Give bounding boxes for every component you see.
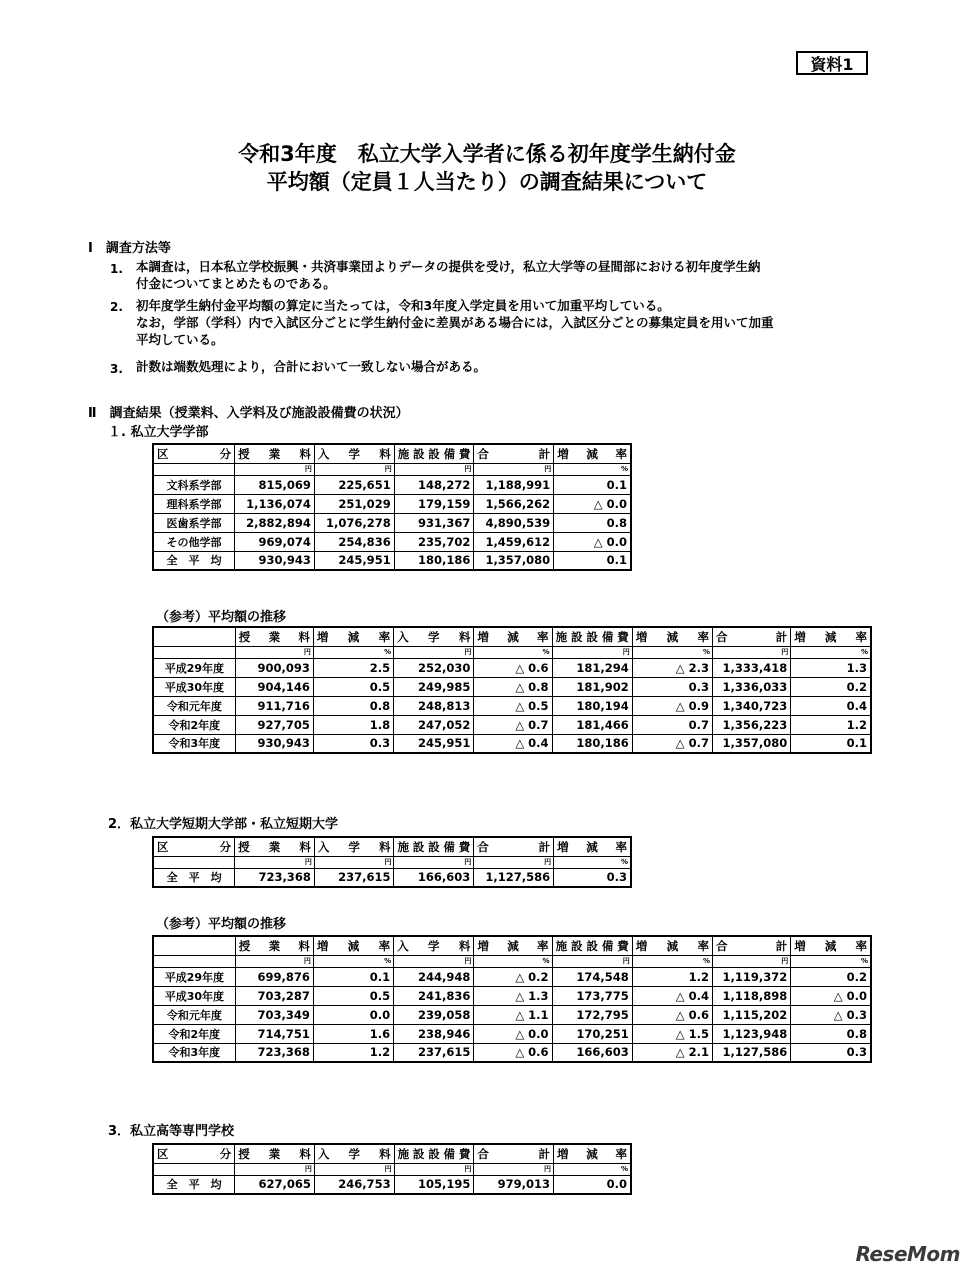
unit-pct: % xyxy=(791,955,871,967)
table-cell: 239,058 xyxy=(394,1005,474,1024)
table-cell: △ 0.2 xyxy=(474,967,552,986)
table-cell: 0.3 xyxy=(632,677,712,696)
table-cell: △ 2.1 xyxy=(632,1043,712,1062)
table-cell: △ 0.0 xyxy=(791,986,871,1005)
col-gokei: 合計 xyxy=(474,444,554,463)
table-cell: 180,186 xyxy=(552,734,632,753)
table-cell: △ 0.4 xyxy=(632,986,712,1005)
table-cell: 0.8 xyxy=(791,1024,871,1043)
table-row xyxy=(153,967,871,986)
table-cell: 180,186 xyxy=(394,551,474,570)
col-nyugaku: 入学料 xyxy=(314,444,394,463)
table-cell: △ 1.5 xyxy=(632,1024,712,1043)
table-cell: 179,159 xyxy=(394,494,474,513)
col-gokei: 合計 xyxy=(713,936,791,955)
table-cell: 723,368 xyxy=(235,1043,313,1062)
table-cell: △ 0.6 xyxy=(632,1005,712,1024)
table-cell: 0.1 xyxy=(554,475,631,494)
document-badge: 資料1 xyxy=(796,51,868,75)
table-cell: 1.6 xyxy=(313,1024,393,1043)
table-cell: 0.5 xyxy=(313,986,393,1005)
col-zogen: 増減率 xyxy=(791,627,871,646)
table-cell: 235,702 xyxy=(394,532,474,551)
table-cell: 0.3 xyxy=(313,734,393,753)
row-label: 全 平 均 xyxy=(153,868,235,887)
table-cell: 105,195 xyxy=(394,1175,474,1194)
table-cell: 0.4 xyxy=(791,696,871,715)
table-cell: 1,340,723 xyxy=(713,696,791,715)
table-cell: 244,948 xyxy=(394,967,474,986)
table-cell: 174,548 xyxy=(552,967,632,986)
item2-line1: 初年度学生納付金平均額の算定に当たっては，令和3年度入学定員を用いて加重平均している。 xyxy=(136,298,670,313)
table-cell: △ 0.8 xyxy=(474,677,552,696)
table-row xyxy=(153,475,631,494)
ref2-heading: （参考）平均額の推移 xyxy=(156,917,287,932)
unit-yen: 円 xyxy=(394,955,474,967)
unit-pct: % xyxy=(554,856,631,868)
table-row xyxy=(153,494,631,513)
item3-line1: 計数は端数処理により，合計において一致しない場合がある。 xyxy=(136,359,487,374)
table-cell: 248,813 xyxy=(394,696,474,715)
col-jugyo: 授業料 xyxy=(235,444,315,463)
unit-yen: 円 xyxy=(394,463,474,475)
table-university-trend xyxy=(152,626,872,754)
table-cell: 1,115,202 xyxy=(713,1005,791,1024)
table-cell: 245,951 xyxy=(314,551,394,570)
row-label: 令和元年度 xyxy=(153,1005,235,1024)
section2-heading: Ⅱ 調査結果（授業料、入学料及び施設設備費の状況） xyxy=(88,406,409,421)
table-row xyxy=(153,658,871,677)
col-shisetsu: 施設設備費 xyxy=(394,1144,474,1163)
table-row xyxy=(153,715,871,734)
table-cell: 181,466 xyxy=(552,715,632,734)
unit-pct: % xyxy=(313,646,393,658)
table-cell: 900,093 xyxy=(235,658,313,677)
col-nyugaku: 入学料 xyxy=(314,837,394,856)
table-cell: 173,775 xyxy=(552,986,632,1005)
table-cell: △ 0.0 xyxy=(554,494,631,513)
col-zogen: 増減率 xyxy=(632,936,712,955)
table-cell: 1,459,612 xyxy=(474,532,554,551)
table-cell: 245,951 xyxy=(394,734,474,753)
item1-text xyxy=(136,258,761,292)
row-label: 平成30年度 xyxy=(153,986,235,1005)
table-university xyxy=(152,443,632,571)
row-label: 令和2年度 xyxy=(153,1024,235,1043)
row-label: 平成29年度 xyxy=(153,658,235,677)
unit-yen: 円 xyxy=(474,463,554,475)
unit-pct: % xyxy=(632,955,712,967)
table-cell: 0.1 xyxy=(554,551,631,570)
unit-pct: % xyxy=(474,646,552,658)
item3-text xyxy=(136,358,486,375)
table-cell: 0.8 xyxy=(313,696,393,715)
table-cell: 969,074 xyxy=(235,532,315,551)
table-junior-college-trend xyxy=(152,935,872,1063)
unit-pct: % xyxy=(554,1163,631,1175)
col-zogen: 増減率 xyxy=(632,627,712,646)
col-zogen: 増減率 xyxy=(313,936,393,955)
row-label: 令和3年度 xyxy=(153,1043,235,1062)
table-junior-college xyxy=(152,836,632,888)
col-kubun: 区 分 xyxy=(153,1144,235,1163)
unit-yen: 円 xyxy=(235,856,315,868)
unit-pct: % xyxy=(632,646,712,658)
table-cell: 723,368 xyxy=(235,868,315,887)
col-shisetsu: 施設設備費 xyxy=(552,627,632,646)
table-cell: 1.2 xyxy=(632,967,712,986)
unit-pct: % xyxy=(791,646,871,658)
col-shisetsu: 施設設備費 xyxy=(394,444,474,463)
table-cell: 251,029 xyxy=(314,494,394,513)
unit-yen: 円 xyxy=(394,646,474,658)
table-cell: △ 0.7 xyxy=(474,715,552,734)
item2-number: 2. xyxy=(110,300,123,314)
unit-yen: 円 xyxy=(474,1163,554,1175)
col-jugyo: 授業料 xyxy=(235,1144,315,1163)
col-nyugaku: 入学料 xyxy=(394,627,474,646)
table-cell: 166,603 xyxy=(552,1043,632,1062)
table-row xyxy=(153,986,871,1005)
table-cell: 2,882,894 xyxy=(235,513,315,532)
sub3-heading: 3．私立高等専門学校 xyxy=(108,1124,235,1139)
unit-yen: 円 xyxy=(713,646,791,658)
table-cell: 2.5 xyxy=(313,658,393,677)
table-cell: 1,357,080 xyxy=(713,734,791,753)
row-label: 文科系学部 xyxy=(153,475,235,494)
table-cell: △ 0.6 xyxy=(474,658,552,677)
row-label: 令和3年度 xyxy=(153,734,235,753)
sub1-heading: １. 私立大学学部 xyxy=(108,425,209,440)
table-cell: 0.0 xyxy=(313,1005,393,1024)
table-row xyxy=(153,551,631,570)
table-cell: 1,333,418 xyxy=(713,658,791,677)
table-cell: △ 0.6 xyxy=(474,1043,552,1062)
item2-text xyxy=(136,297,774,348)
table-cell: 0.3 xyxy=(554,868,631,887)
table-cell: 246,753 xyxy=(314,1175,394,1194)
table-cell: 1,356,223 xyxy=(713,715,791,734)
unit-yen: 円 xyxy=(552,955,632,967)
table-row xyxy=(153,868,631,887)
col-shisetsu: 施設設備費 xyxy=(394,837,474,856)
item1-line2: 付金についてまとめたものである。 xyxy=(136,276,336,291)
col-jugyo: 授業料 xyxy=(235,627,313,646)
unit-yen: 円 xyxy=(235,646,313,658)
table-row xyxy=(153,513,631,532)
table-cell: 703,349 xyxy=(235,1005,313,1024)
row-label: 理科系学部 xyxy=(153,494,235,513)
unit-yen: 円 xyxy=(314,856,394,868)
row-label: 全 平 均 xyxy=(153,551,235,570)
table-cell: 0.0 xyxy=(554,1175,631,1194)
row-label: 全 平 均 xyxy=(153,1175,235,1194)
table-cell: 172,795 xyxy=(552,1005,632,1024)
row-label: 平成29年度 xyxy=(153,967,235,986)
table-cell: 0.1 xyxy=(791,734,871,753)
table-cell: 1,566,262 xyxy=(474,494,554,513)
col-zogen: 増減率 xyxy=(791,936,871,955)
item1-number: 1. xyxy=(110,262,123,276)
table-cell: 0.8 xyxy=(554,513,631,532)
unit-yen: 円 xyxy=(235,1163,315,1175)
table-cell: 1.2 xyxy=(313,1043,393,1062)
col-jugyo: 授業料 xyxy=(235,837,315,856)
table-row xyxy=(153,532,631,551)
table-cell: 180,194 xyxy=(552,696,632,715)
col-zogen: 増減率 xyxy=(554,1144,631,1163)
table-cell: △ 1.3 xyxy=(474,986,552,1005)
table-cell: 904,146 xyxy=(235,677,313,696)
table-cell: 1,123,948 xyxy=(713,1024,791,1043)
table-cell: △ 0.5 xyxy=(474,696,552,715)
table-cell: △ 0.4 xyxy=(474,734,552,753)
table-cell: 0.2 xyxy=(791,967,871,986)
table-cell: 181,294 xyxy=(552,658,632,677)
table-cell: 815,069 xyxy=(235,475,315,494)
table-cell: △ 0.0 xyxy=(554,532,631,551)
table-cell: 166,603 xyxy=(394,868,474,887)
col-nyugaku: 入学料 xyxy=(314,1144,394,1163)
table-cell: 1.2 xyxy=(791,715,871,734)
table-cell: 930,943 xyxy=(235,551,315,570)
col-zogen: 増減率 xyxy=(554,444,631,463)
table-cell: 247,052 xyxy=(394,715,474,734)
table-cell: 699,876 xyxy=(235,967,313,986)
sub2-heading: 2．私立大学短期大学部・私立短期大学 xyxy=(108,817,339,832)
col-zogen: 増減率 xyxy=(554,837,631,856)
unit-pct: % xyxy=(554,463,631,475)
table-cell: △ 0.9 xyxy=(632,696,712,715)
unit-yen: 円 xyxy=(314,1163,394,1175)
table-cell: 0.3 xyxy=(791,1043,871,1062)
col-kubun: 区 分 xyxy=(153,837,235,856)
table-row xyxy=(153,1175,631,1194)
col-nyugaku: 入学料 xyxy=(394,936,474,955)
table-cell: △ 0.7 xyxy=(632,734,712,753)
table-row xyxy=(153,696,871,715)
table-cell: 0.2 xyxy=(791,677,871,696)
col-gokei: 合計 xyxy=(713,627,791,646)
table-cell: △ 2.3 xyxy=(632,658,712,677)
table-row xyxy=(153,677,871,696)
col-kubun: 区 分 xyxy=(153,444,235,463)
table-cell: 627,065 xyxy=(235,1175,315,1194)
col-zogen: 増減率 xyxy=(474,627,552,646)
table-row xyxy=(153,734,871,753)
table-cell: 238,946 xyxy=(394,1024,474,1043)
resemom-logo: ReseMom xyxy=(855,1242,960,1266)
col-zogen: 増減率 xyxy=(313,627,393,646)
row-label: 医歯系学部 xyxy=(153,513,235,532)
unit-pct: % xyxy=(313,955,393,967)
unit-yen: 円 xyxy=(235,955,313,967)
col-shisetsu: 施設設備費 xyxy=(552,936,632,955)
table-cell: 927,705 xyxy=(235,715,313,734)
table-cell: 931,367 xyxy=(394,513,474,532)
table-cell: 4,890,539 xyxy=(474,513,554,532)
row-label: 令和元年度 xyxy=(153,696,235,715)
table-cell: 1.3 xyxy=(791,658,871,677)
table-cell: 1,357,080 xyxy=(474,551,554,570)
table-technical-college xyxy=(152,1143,632,1195)
table-cell: 225,651 xyxy=(314,475,394,494)
table-row xyxy=(153,1005,871,1024)
table-cell: 1,076,278 xyxy=(314,513,394,532)
item3-number: 3. xyxy=(110,362,123,376)
item1-line1: 本調査は，日本私立学校振興・共済事業団よりデータの提供を受け，私立大学等の昼間部における初年度学生納 xyxy=(136,259,761,274)
row-label: その他学部 xyxy=(153,532,235,551)
unit-yen: 円 xyxy=(552,646,632,658)
table-cell: 170,251 xyxy=(552,1024,632,1043)
table-cell: 237,615 xyxy=(394,1043,474,1062)
table-cell: 181,902 xyxy=(552,677,632,696)
row-label: 平成30年度 xyxy=(153,677,235,696)
table-cell: 252,030 xyxy=(394,658,474,677)
table-cell: 979,013 xyxy=(474,1175,554,1194)
row-label: 令和2年度 xyxy=(153,715,235,734)
table-cell: 0.7 xyxy=(632,715,712,734)
table-row xyxy=(153,1024,871,1043)
table-cell: 237,615 xyxy=(314,868,394,887)
table-row xyxy=(153,1043,871,1062)
table-cell: 249,985 xyxy=(394,677,474,696)
table-cell: 1,188,991 xyxy=(474,475,554,494)
table-cell: 703,287 xyxy=(235,986,313,1005)
table-cell: 714,751 xyxy=(235,1024,313,1043)
table-cell: 1,119,372 xyxy=(713,967,791,986)
table-cell: △ 1.1 xyxy=(474,1005,552,1024)
unit-yen: 円 xyxy=(474,856,554,868)
section1-heading: Ⅰ 調査方法等 xyxy=(88,241,171,256)
col-zogen: 増減率 xyxy=(474,936,552,955)
table-cell: 1.8 xyxy=(313,715,393,734)
table-cell: 930,943 xyxy=(235,734,313,753)
col-jugyo: 授業料 xyxy=(235,936,313,955)
unit-yen: 円 xyxy=(394,1163,474,1175)
table-cell: △ 0.0 xyxy=(474,1024,552,1043)
table-cell: △ 0.3 xyxy=(791,1005,871,1024)
item2-line2: なお，学部（学科）内で入試区分ごとに学生納付金に差異がある場合には，入試区分ごとの募集定員を用いて加重 xyxy=(136,315,774,330)
table-cell: 0.1 xyxy=(313,967,393,986)
unit-yen: 円 xyxy=(235,463,315,475)
table-cell: 1,118,898 xyxy=(713,986,791,1005)
table-cell: 911,716 xyxy=(235,696,313,715)
col-gokei: 合計 xyxy=(474,837,554,856)
table-cell: 254,836 xyxy=(314,532,394,551)
table-cell: 0.5 xyxy=(313,677,393,696)
page-title-line2: 平均額（定員１人当たり）の調査結果について xyxy=(266,170,708,194)
item2-line3: 平均している。 xyxy=(136,332,224,347)
table-cell: 241,836 xyxy=(394,986,474,1005)
unit-yen: 円 xyxy=(394,856,474,868)
table-cell: 1,127,586 xyxy=(713,1043,791,1062)
table-cell: 1,336,033 xyxy=(713,677,791,696)
unit-yen: 円 xyxy=(713,955,791,967)
table-cell: 1,127,586 xyxy=(474,868,554,887)
page-title-line1: 令和3年度 私立大学入学者に係る初年度学生納付金 xyxy=(238,142,736,166)
unit-yen: 円 xyxy=(314,463,394,475)
unit-pct: % xyxy=(474,955,552,967)
col-gokei: 合計 xyxy=(474,1144,554,1163)
table-cell: 1,136,074 xyxy=(235,494,315,513)
ref1-heading: （参考）平均額の推移 xyxy=(156,610,287,625)
table-cell: 148,272 xyxy=(394,475,474,494)
